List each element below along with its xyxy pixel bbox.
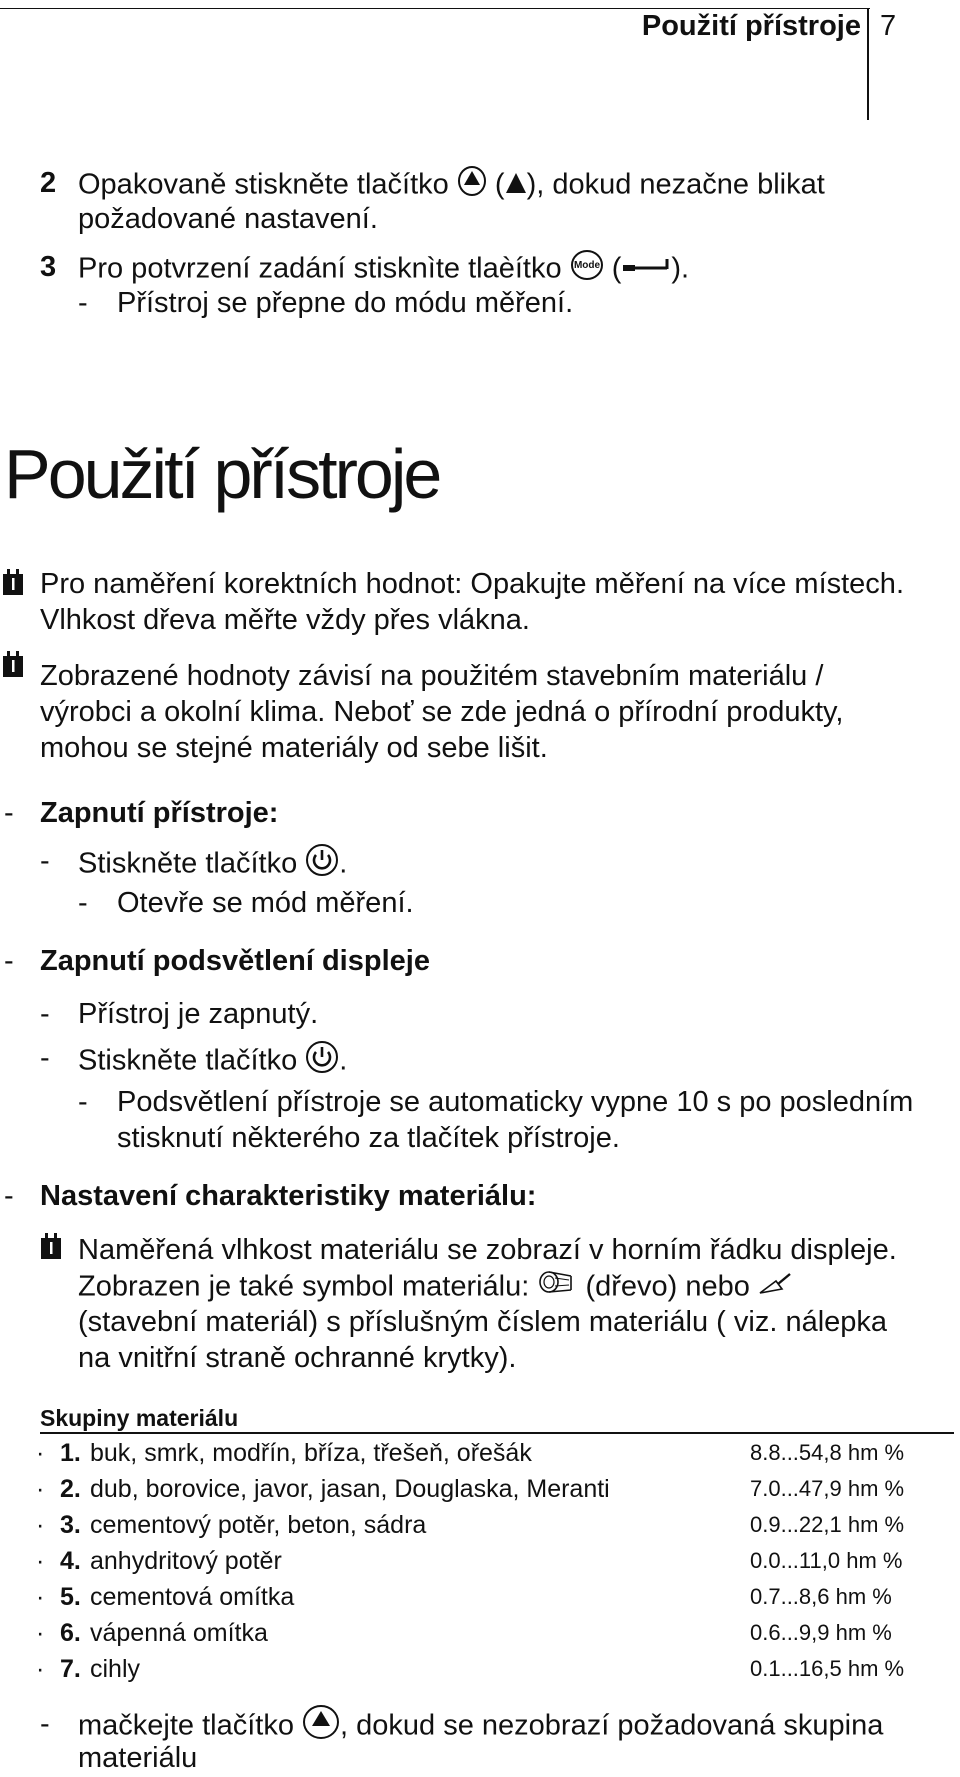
step-3-sub-text: Přístroj se přepne do módu měření. <box>117 287 574 319</box>
step-2-text-b: ), dokud nezačne blikat <box>526 168 825 201</box>
page-number: 7 <box>880 10 897 42</box>
final-line-2: materiálu <box>78 1742 198 1774</box>
backlight-subsub-line-2: stisknutí některého za tlačítek přístroje. <box>117 1122 620 1154</box>
section-title: Použití přístroje <box>4 435 440 513</box>
step-3-sub-dash: - <box>78 287 88 319</box>
final-text-b: , dokud se nezobrazí požadovaná skupina <box>340 1709 884 1742</box>
note-1-line-1: Pro naměření korektních hodnot: Opakujte měření na více místech. <box>40 568 904 600</box>
material-note-line-4: na vnitřní straně ochranné krytky). <box>78 1342 517 1374</box>
backlight-subsub-line-1: Podsvětlení přístroje se automaticky vypne 10 s po posledním <box>117 1086 914 1118</box>
material-note-text-b: (dřevo) nebo <box>585 1270 750 1303</box>
material-group-name: dub, borovice, javor, jasan, Douglaska, Meranti <box>90 1475 610 1503</box>
material-group-name: cihly <box>90 1655 141 1683</box>
trowel-icon <box>758 1270 794 1307</box>
material-group-range: 0.7...8,6 hm % <box>750 1584 892 1609</box>
backlight-dot: . <box>339 1044 348 1077</box>
material-group-bullet: · <box>36 1655 45 1683</box>
note-2-line-2: výrobci a okolní klima. Neboť se zde jedná o přírodní produkty, <box>40 696 844 728</box>
material-group-bullet: · <box>36 1547 45 1575</box>
final-line-1 <box>78 1704 883 1750</box>
material-group-bullet: · <box>36 1619 45 1647</box>
power-button-icon <box>305 843 339 887</box>
step-2-number: 2 <box>40 167 57 199</box>
mode-button-label: Mode <box>573 260 600 271</box>
material-group-range: 7.0...47,9 hm % <box>750 1476 905 1501</box>
material-group-bullet: · <box>36 1439 45 1467</box>
switch-on-sub-dash: - <box>40 845 50 877</box>
wood-icon <box>537 1268 577 1308</box>
material-group-range: 0.1...16,5 hm % <box>750 1656 905 1681</box>
switch-on-dot: . <box>339 847 348 880</box>
step-3-number: 3 <box>40 251 57 283</box>
note-2-line-3: mohou se stejné materiály od sebe lišit. <box>40 732 548 764</box>
material-note-line-2 <box>78 1268 794 1308</box>
material-note-line-1: Naměřená vlhkost materiálu se zobrazí v horním řádku displeje. <box>78 1234 897 1266</box>
backlight-sub-2-line <box>78 1040 347 1084</box>
up-arrow-button-icon <box>302 1704 340 1750</box>
final-text-a: mačkejte tlačítko <box>78 1709 294 1742</box>
enter-icon <box>621 252 671 289</box>
material-note-line-3: (stavební materiál) s příslušným číslem materiálu ( viz. nálepka <box>78 1306 888 1338</box>
material-groups-rule <box>40 1432 954 1434</box>
note-icon <box>2 650 24 678</box>
material-group-number: 2. <box>60 1475 81 1503</box>
mode-button-icon <box>570 249 604 291</box>
switch-on-subsub-dash: - <box>78 887 88 919</box>
material-group-name: buk, smrk, modřín, bříza, třešeň, ořešák <box>90 1439 532 1467</box>
material-group-bullet: · <box>36 1475 45 1503</box>
material-group-number: 7. <box>60 1655 81 1683</box>
material-group-number: 1. <box>60 1439 81 1467</box>
backlight-sub-2-text: Stiskněte tlačítko <box>78 1044 298 1077</box>
backlight-sub-dash-1: - <box>40 998 50 1030</box>
step-2-text-a: Opakovaně stiskněte tlačítko <box>78 168 449 201</box>
header-vertical-rule <box>867 8 869 120</box>
step-3-text-a: Pro potvrzení zadání stisknìte tlaèítko <box>78 252 562 285</box>
material-group-number: 4. <box>60 1547 81 1575</box>
material-group-name: vápenná omítka <box>90 1619 268 1647</box>
material-title: Nastavení charakteristiky materiálu: <box>40 1180 537 1212</box>
switch-on-sub-line <box>78 843 347 887</box>
material-group-number: 3. <box>60 1511 81 1539</box>
material-group-range: 8.8...54,8 hm % <box>750 1440 905 1465</box>
material-group-bullet: · <box>36 1511 45 1539</box>
note-1-line-2: Vlhkost dřeva měřte vždy přes vlákna. <box>40 604 530 636</box>
note-icon <box>2 568 24 596</box>
step-2-line-2: požadované nastavení. <box>78 203 378 235</box>
note-icon <box>40 1232 62 1260</box>
switch-on-title: Zapnutí přístroje: <box>40 797 279 829</box>
backlight-subsub-dash: - <box>78 1086 88 1118</box>
material-group-number: 5. <box>60 1583 81 1611</box>
switch-on-sub-text: Stiskněte tlačítko <box>78 847 298 880</box>
material-group-range: 0.9...22,1 hm % <box>750 1512 905 1537</box>
material-groups-heading: Skupiny materiálu <box>40 1405 239 1431</box>
power-button-icon <box>305 1040 339 1084</box>
material-dash: - <box>4 1180 14 1212</box>
material-group-range: 0.6...9,9 hm % <box>750 1620 892 1645</box>
switch-on-subsub-text: Otevře se mód měření. <box>117 887 414 919</box>
step-2-paren: ( <box>494 168 505 201</box>
material-group-number: 6. <box>60 1619 81 1647</box>
backlight-title: Zapnutí podsvětlení displeje <box>40 945 430 977</box>
up-arrow-button-icon <box>457 165 487 207</box>
material-group-name: cementová omítka <box>90 1583 295 1611</box>
material-note-text-a: Zobrazen je také symbol materiálu: <box>78 1270 530 1303</box>
note-2-line-1: Zobrazené hodnoty závisí na použitém stavebním materiálu / <box>40 660 824 692</box>
up-arrow-icon <box>505 168 527 205</box>
step-3-paren: ( <box>611 252 622 285</box>
backlight-sub-dash-2: - <box>40 1042 50 1074</box>
material-group-name: cementový potěr, beton, sádra <box>90 1511 427 1539</box>
switch-on-dash: - <box>4 797 14 829</box>
material-group-bullet: · <box>36 1583 45 1611</box>
material-group-name: anhydritový potěr <box>90 1547 282 1575</box>
header-rule <box>0 8 870 9</box>
final-dash: - <box>40 1708 50 1740</box>
material-group-range: 0.0...11,0 hm % <box>750 1548 903 1573</box>
header-title: Použití přístroje <box>641 10 861 42</box>
step-3-text-b: ). <box>671 252 690 285</box>
backlight-sub-1: Přístroj je zapnutý. <box>78 998 319 1030</box>
backlight-dash: - <box>4 945 14 977</box>
